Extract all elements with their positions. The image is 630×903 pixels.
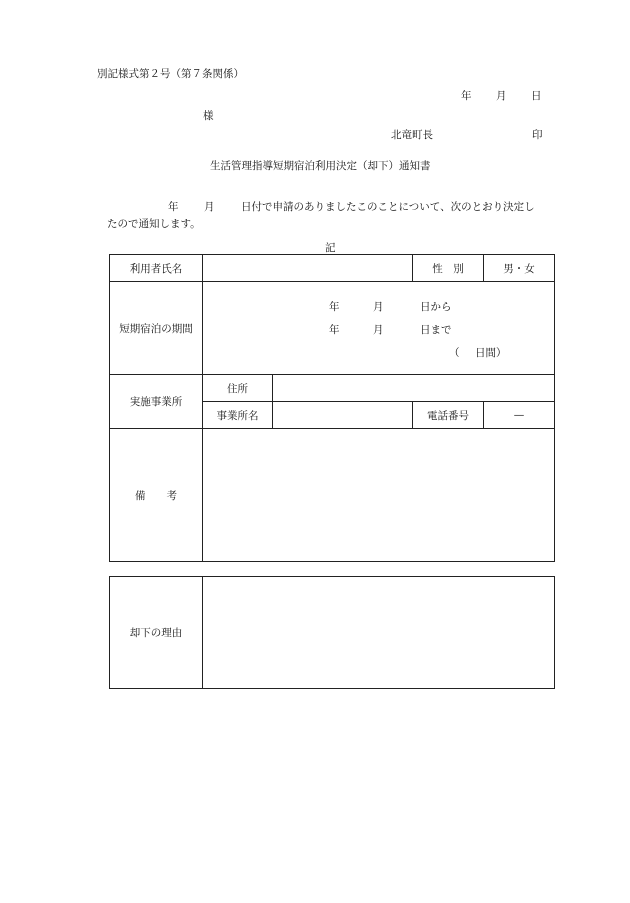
period-from-month: 月 xyxy=(373,301,384,313)
body-year: 年 xyxy=(168,201,179,213)
remarks-label: 備 考 xyxy=(110,429,203,562)
address-field[interactable] xyxy=(273,375,555,402)
body-line-1: 日付で申請のありましたこのことについて、次のとおり決定し xyxy=(241,201,535,213)
gender-value[interactable]: 男・女 xyxy=(484,255,555,282)
period-to-year: 年 xyxy=(329,324,340,336)
date-month-label: 月 xyxy=(496,90,507,102)
period-row xyxy=(110,282,555,375)
rejection-reason-label: 却下の理由 xyxy=(110,577,203,689)
form-number: 別記様式第２号（第７条関係） xyxy=(97,68,244,80)
remarks-field[interactable] xyxy=(203,429,555,562)
decision-table xyxy=(109,254,555,562)
address-row xyxy=(110,375,555,402)
period-days-open: （ xyxy=(449,347,460,359)
user-row xyxy=(110,255,555,282)
office-name-label: 事業所名 xyxy=(203,402,273,429)
facility-label: 実施事業所 xyxy=(110,375,203,429)
rejection-row xyxy=(110,577,555,689)
addressee-suffix: 様 xyxy=(203,110,214,122)
body-line-2: たので通知します。 xyxy=(107,218,201,230)
period-days-close: 日間） xyxy=(475,347,507,359)
user-name-label: 利用者氏名 xyxy=(110,255,203,282)
gender-label: 性 別 xyxy=(413,255,484,282)
body-month: 月 xyxy=(204,201,215,213)
date-day-label: 日 xyxy=(531,90,542,102)
user-name-field[interactable] xyxy=(203,255,413,282)
phone-field[interactable]: — xyxy=(484,402,555,429)
date-year-label: 年 xyxy=(461,90,472,102)
seal-mark: 印 xyxy=(532,129,543,141)
office-name-field[interactable] xyxy=(273,402,413,429)
document-title: 生活管理指導短期宿泊利用決定（却下）通知書 xyxy=(210,160,431,172)
period-from-day: 日から xyxy=(420,301,452,313)
period-from-year: 年 xyxy=(329,301,340,313)
rejection-reason-field[interactable] xyxy=(203,577,555,689)
remarks-row xyxy=(110,429,555,562)
issuer-name: 北竜町長 xyxy=(391,129,433,141)
period-field[interactable] xyxy=(203,282,555,375)
ki-label: 記 xyxy=(325,242,336,254)
address-label: 住所 xyxy=(203,375,273,402)
period-to-month: 月 xyxy=(373,324,384,336)
rejection-table xyxy=(109,576,555,689)
phone-label: 電話番号 xyxy=(413,402,484,429)
period-to-day: 日まで xyxy=(420,324,452,336)
period-label: 短期宿泊の期間 xyxy=(110,282,203,375)
